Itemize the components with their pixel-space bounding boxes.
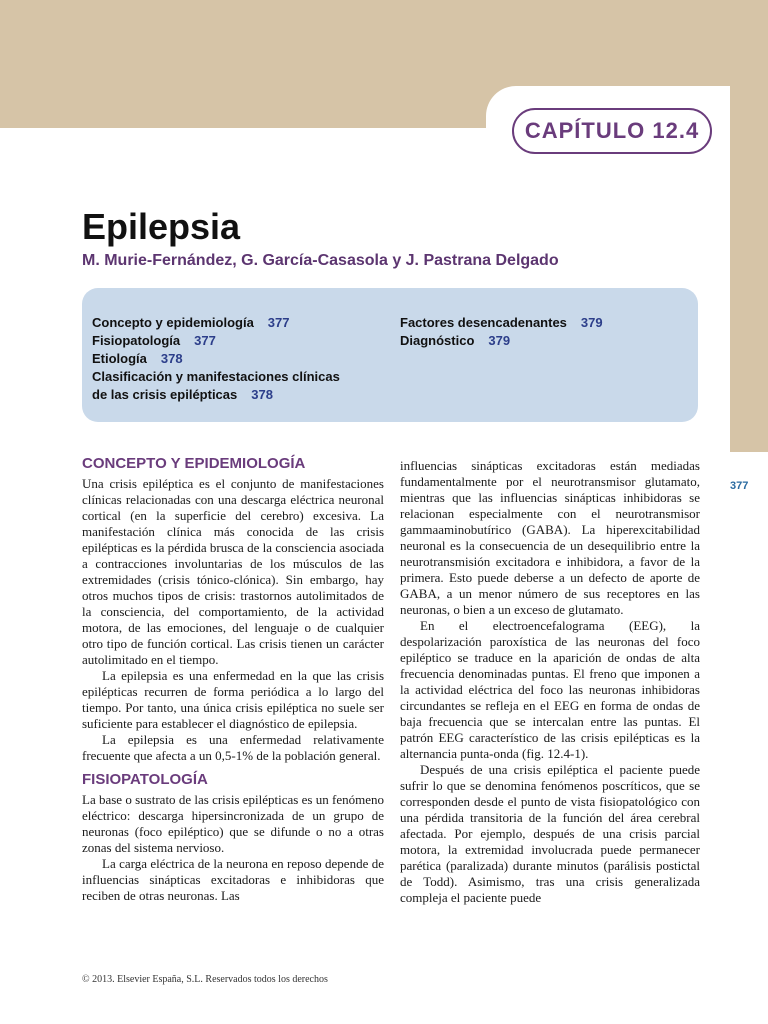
copyright-footer: © 2013. Elsevier España, S.L. Reservados todos los derechos bbox=[82, 974, 328, 985]
paragraph: La epilepsia es una enfermedad relativamente frecuente que afecta a un 0,5-1% de la población general. bbox=[82, 732, 384, 763]
paragraph: La epilepsia es una enfermedad en la que las crisis epilépticas recurren de forma periódica a lo largo del tiempo. Por tanto, una única crisis epiléptica no suele ser suficiente para establecer el diagnóstico de epilepsia. bbox=[82, 668, 384, 731]
toc-item-page: 377 bbox=[194, 333, 216, 348]
toc-item-label: Diagnóstico bbox=[400, 333, 475, 348]
paragraph: Después de una crisis epiléptica el paciente puede sufrir lo que se denomina fenómenos poscríticos, que se corresponden desde el punto de vista fisiopatológico con una pérdida transitoria de la función del área cerebral afectada. Por ejemplo, después de una crisis parcial motora, la extremidad involucrada puede permanecer parética (paralizada) durante minutos (parálisis postictal de Todd). Asimismo, tras una crisis generalizada compleja el paciente puede bbox=[400, 762, 700, 905]
toc-item-page: 379 bbox=[488, 333, 511, 348]
toc-item[interactable] bbox=[92, 332, 392, 350]
paragraph: Una crisis epiléptica es el conjunto de manifestaciones clínicas relacionadas con una descarga eléctrica neuronal cortical (en la superficie del cerebro) excesiva. La manifestación clínica más conocida de las crisis epilépticas es la pérdida brusca de la consciencia asociada a contracciones involuntarias de los músculos de las extremidades (crisis tónico-clónica). Sin embargo, hay otros muchos tipos de crisis: trastornos autolimitados de la consciencia, del comportamiento, de la actividad motora, de las emociones, del lenguaje o de cualquier otro tipo de función cortical. Las crisis tienen un carácter autolimitado en el tiempo. bbox=[82, 476, 384, 667]
toc-item[interactable] bbox=[400, 332, 690, 350]
chapter-label: CAPÍTULO 12.4 bbox=[512, 108, 712, 154]
toc-item[interactable] bbox=[92, 386, 392, 404]
toc-item[interactable] bbox=[92, 314, 392, 332]
table-of-contents bbox=[82, 288, 698, 422]
toc-item-page: 379 bbox=[580, 315, 603, 330]
paragraph: La carga eléctrica de la neurona en reposo depende de influencias sinápticas excitadoras e inhibidoras que reciben de otras neuronas. Las bbox=[82, 856, 384, 903]
page-number: 377 bbox=[730, 480, 749, 492]
toc-column-left bbox=[92, 314, 392, 404]
toc-item-label: Factores desencadenantes bbox=[400, 315, 567, 330]
toc-item[interactable] bbox=[92, 368, 392, 386]
paragraph: influencias sinápticas excitadoras están mediadas fundamentalmente por el neurotransmisor glutamato, mientras que las influencias sinápticas inhibidoras se relacionan especialmente con el neurotransmisor gammaaminobutírico (GABA). La hiperexcitabilidad neuronal es la consecuencia de un desequilibrio entre la neurotransmisión excitadora e inhibidora, a favor de la primera. Esto puede deberse a un defecto de aporte de GABA, a un menor número de sus receptores en las neuronas, o bien a un exceso de glutamato. bbox=[400, 458, 700, 617]
paragraph: La base o sustrato de las crisis epilépticas es un fenómeno eléctrico: descarga hipersincronizada de un grupo de neuronas (foco epiléptico) que se difunde o no a otras zonas del sistema nervioso. bbox=[82, 792, 384, 855]
side-band bbox=[730, 86, 768, 452]
toc-item-label: Clasificación y manifestaciones clínicas bbox=[92, 369, 340, 384]
toc-item-label: de las crisis epilépticas bbox=[92, 387, 238, 402]
toc-item[interactable] bbox=[92, 350, 392, 368]
toc-item[interactable] bbox=[400, 314, 690, 332]
toc-column-right bbox=[400, 314, 690, 350]
toc-item-label: Etiología bbox=[92, 351, 147, 366]
paragraph: En el electroencefalograma (EEG), la despolarización paroxística de las neuronas del foco epiléptico se traduce en la aparición de ondas de alta frecuencia denominadas puntas. El freno que imponen a la actividad eléctrica del foco las neuronas inhibidoras circundantes se refleja en el EEG en forma de ondas de baja frecuencia que se intercalan entre las puntas. El patrón EEG característico de las crisis epilépticas es la alternancia punta-onda (fig. 12.4-1). bbox=[400, 618, 700, 761]
section-heading: FISIOPATOLOGÍA bbox=[82, 771, 208, 788]
toc-item-label: Concepto y epidemiología bbox=[92, 315, 254, 330]
toc-item-page: 378 bbox=[251, 387, 273, 402]
section-heading: CONCEPTO Y EPIDEMIOLOGÍA bbox=[82, 455, 306, 472]
text-column-right bbox=[400, 458, 700, 906]
toc-item-page: 378 bbox=[160, 351, 183, 366]
authors: M. Murie-Fernández, G. García-Casasola y J. Pastrana Delgado bbox=[82, 252, 559, 269]
page-title: Epilepsia bbox=[82, 206, 241, 247]
text-column-left bbox=[82, 456, 384, 904]
toc-item-page: 377 bbox=[267, 315, 290, 330]
toc-item-label: Fisiopatología bbox=[92, 333, 181, 348]
